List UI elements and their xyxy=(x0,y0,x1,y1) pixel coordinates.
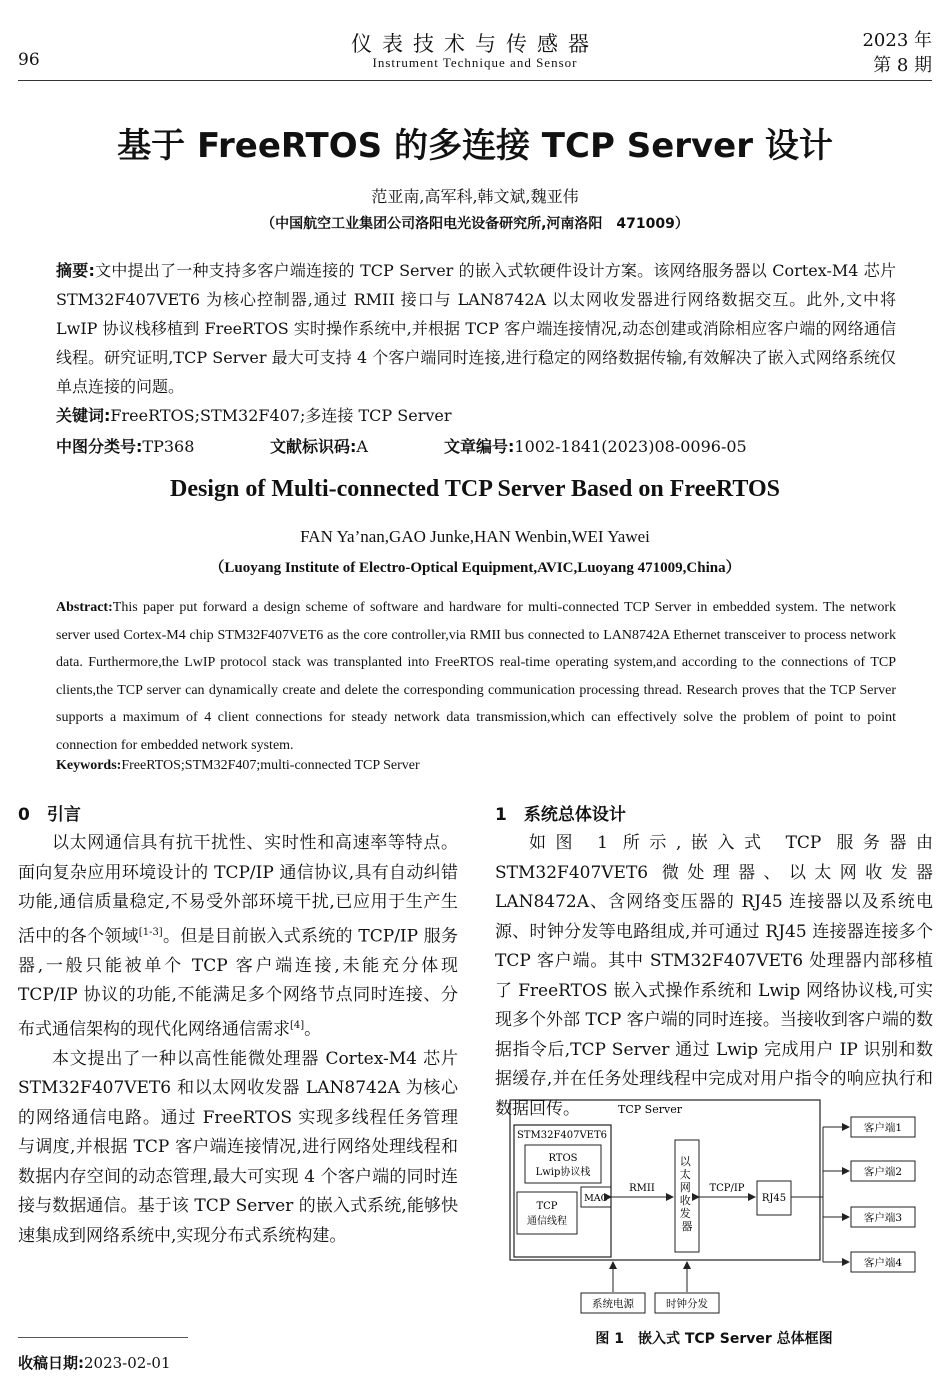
client-label: 客户端2 xyxy=(863,1166,903,1178)
phy-char: 器 xyxy=(681,1220,693,1233)
abstract-en xyxy=(56,594,896,759)
keywords-en xyxy=(56,758,420,774)
abstract-en-label: Abstract: xyxy=(56,600,113,615)
header-rule xyxy=(18,80,932,81)
tcp-thread-label-2: 通信线程 xyxy=(527,1216,567,1227)
citation: [1-3] xyxy=(138,926,163,938)
keywords-en-label: Keywords: xyxy=(56,758,122,773)
clc-value: TP368 xyxy=(142,437,195,456)
abstract-cn-label: 摘要: xyxy=(56,261,95,280)
text-run: 。但是目前嵌入式系统的 TCP/IP 服务器,一般只能被单个 TCP 客户端连接,未能充分体现 TCP/IP 协议的功能,不能满足多个网络节点同时连接、分布式通信架构的现代化网络通信需求 xyxy=(18,926,459,1040)
paragraph: 本文提出了一种以高性能微处理器 Cortex-M4 芯片 STM32F407VET6 和以太网收发器 LAN8742A 为核心的网络通信电路。通过 FreeRTOS 实现多线程任务管理与调度,并根据 TCP 客户端连接情况,进行网络处理线程和数据内存空间的动态管理,最大可实现 4 个客户端的同时连接与数据通信。基于该 TCP Server 的嵌入式系统,能够快速集成到网络系统中,实现分布式系统构建。 xyxy=(18,1048,458,1246)
paragraph xyxy=(18,829,458,1045)
client-links xyxy=(823,1127,849,1262)
section-1-heading: 1 系统总体设计 xyxy=(495,805,626,825)
issue-info xyxy=(862,28,932,78)
classification-line xyxy=(56,434,896,457)
text-run: 。 xyxy=(304,1019,322,1040)
affiliation: （中国航空工业集团公司洛阳电光设备研究所,河南洛阳 471009） xyxy=(261,216,689,232)
abstract-cn xyxy=(56,256,896,401)
footnote-rule xyxy=(18,1337,188,1338)
keywords-en-text: FreeRTOS;STM32F407;multi-connected TCP Server xyxy=(121,758,420,773)
mcu-label: STM32F407VET6 xyxy=(516,1130,608,1141)
paragraph: 如图 1 所示,嵌入式 TCP 服务器由 STM32F407VET6 微处理器、以太网收发器 LAN8472A、含网络变压器的 RJ45 连接器以及系统电源、时钟分发等电路组成,并可通过 RJ45 连接器连接多个 TCP 客户端。其中 STM32F407VET6 处理器内部移植了 FreeRTOS 嵌入式操作系统和 Lwip 网络协议栈,可实现多个外部 TCP 客户端的同时连接。当接收到客户端的数据指令后,TCP Server 通过 Lwip 完成用户 IP 识别和数据缓存,并在任务处理线程中完成对用户指令的响应执行和数据回传。 xyxy=(495,833,933,1119)
journal-title-cn: 仪表技术与传感器 xyxy=(351,32,599,56)
power-label: 系统电源 xyxy=(592,1298,634,1310)
figure-caption: 图 1 嵌入式 TCP Server 总体框图 xyxy=(595,1331,833,1347)
phy-char: 太 xyxy=(679,1168,691,1181)
keywords-cn-label: 关键词: xyxy=(56,406,111,425)
received-date xyxy=(18,1352,170,1373)
client-boxes xyxy=(851,1117,915,1272)
tcpip-label: TCP/IP xyxy=(709,1183,745,1194)
keywords-cn xyxy=(56,403,452,426)
tcp-thread-box xyxy=(517,1192,577,1234)
journal-title-en: Instrument Technique and Sensor xyxy=(372,55,578,70)
phy-char: 收 xyxy=(679,1194,691,1207)
text-run: 以太网通信具有抗干扰性、实时性和高速率等特点。面向复杂应用环境设计的 TCP/IP 通信协议,具有自动纠错功能,通信质量稳定,不易受外部环境干扰,已应用于生产生活中的各个领域 xyxy=(18,833,458,947)
phy-char: 网 xyxy=(679,1181,691,1194)
article-no-label: 文章编号: xyxy=(444,437,515,456)
issue: 第 8 期 xyxy=(873,55,932,76)
phy-char: 发 xyxy=(679,1207,691,1220)
client-label: 客户端1 xyxy=(863,1122,903,1134)
clock-label: 时钟分发 xyxy=(666,1298,708,1310)
received-label: 收稿日期: xyxy=(18,1354,84,1372)
rmii-label: RMII xyxy=(629,1183,655,1194)
section-0-body xyxy=(18,829,458,1251)
phy-char: 以 xyxy=(679,1155,691,1168)
block-diagram xyxy=(505,1097,935,1317)
abstract-cn-text: 文中提出了一种支持多客户端连接的 TCP Server 的嵌入式软硬件设计方案。该网络服务器以 Cortex-M4 芯片 STM32F407VET6 为核心控制器,通过 RMII 接口与 LAN8742A 以太网收发器进行网络数据交互。此外,文中将 LwIP 协议栈移植到 FreeRTOS 实时操作系统中,并根据 TCP 客户端连接情况,动态创建或消除相应客户端的网络通信线程。研究证明,TCP Server 最大可支持 4 个客户端同时连接,进行稳定的网络数据传输,有效解决了嵌入式网络系统仅单点连接的问题。 xyxy=(56,261,896,396)
authors: 范亚南,高军科,韩文斌,魏亚伟 xyxy=(371,187,579,206)
english-affiliation: （Luoyang Institute of Electro-Optical Equipment,AVIC,Luoyang 471009,China） xyxy=(209,560,741,576)
article-no-value: 1002-1841(2023)08-0096-05 xyxy=(514,437,747,456)
section-0-heading: 0 引言 xyxy=(18,805,81,825)
keywords-cn-text: FreeRTOS;STM32F407;多连接 TCP Server xyxy=(110,406,452,425)
phy-label xyxy=(680,1155,695,1233)
abstract-en-text: This paper put forward a design scheme of software and hardware for multi-connected TCP Server in embedded system. The network server used Cortex-M4 chip STM32F407VET6 as the core controller,via RMII bus connected to LAN8742A Ethernet transceiver to process network data. Furthermore,the LwIP protocol stack was transplanted into FreeRTOS real-time operating system,and according to the connections of TCP clients,the TCP server can dynamically create and delete the corresponding communication processing thread. Research proves that the TCP Server supports a maximum of 4 client connections for steady network data transmission,which can effectively solve the problem of point to point connection for embedded network system. xyxy=(56,600,896,753)
english-authors: FAN Ya’nan,GAO Junke,HAN Wenbin,WEI Yawei xyxy=(300,527,650,546)
received-value: 2023-02-01 xyxy=(84,1354,171,1372)
english-title: Design of Multi-connected TCP Server Based on FreeRTOS xyxy=(169,476,781,502)
client-label: 客户端4 xyxy=(863,1257,903,1269)
citation: [4] xyxy=(290,1019,305,1031)
lwip-label: Lwip协议栈 xyxy=(535,1167,591,1178)
tcp-server-label: TCP Server xyxy=(618,1103,682,1116)
page-number: 96 xyxy=(18,50,40,70)
doc-code-label: 文献标识码: xyxy=(270,437,357,456)
rtos-label: RTOS xyxy=(548,1153,578,1164)
client-label: 客户端3 xyxy=(863,1212,903,1224)
tcp-thread-label-1: TCP xyxy=(536,1201,558,1212)
year: 2023 年 xyxy=(862,30,932,51)
mac-label: MAC xyxy=(584,1193,608,1204)
clc-label: 中图分类号: xyxy=(56,437,143,456)
rj45-label: RJ45 xyxy=(761,1193,787,1204)
tcp-server-box xyxy=(510,1100,820,1260)
section-1-body xyxy=(495,829,933,1124)
paper-title: 基于 FreeRTOS 的多连接 TCP Server 设计 xyxy=(117,126,833,166)
doc-code-value: A xyxy=(356,437,368,456)
